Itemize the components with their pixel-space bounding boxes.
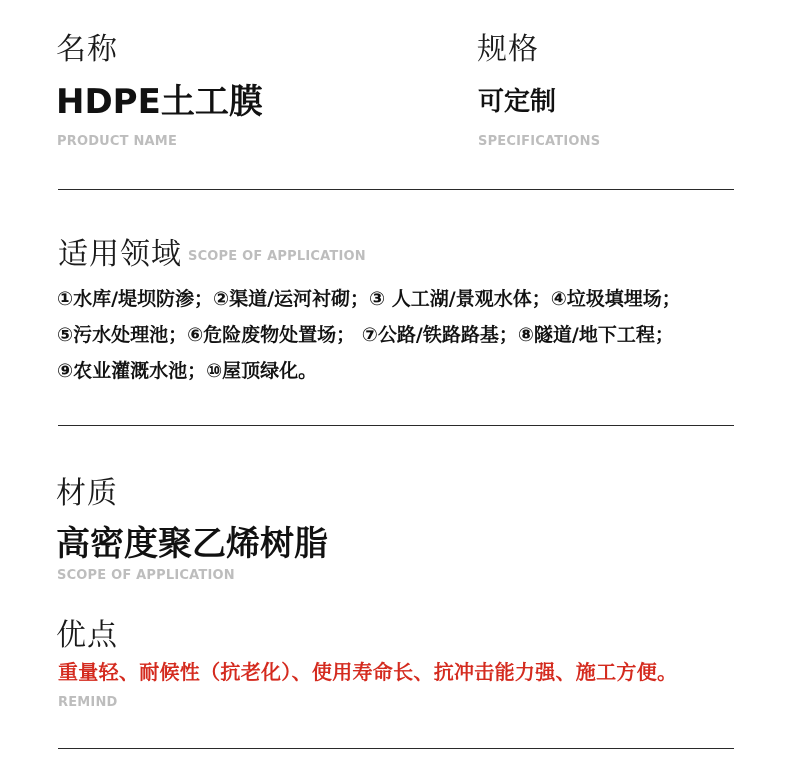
advantages-label: 优点 (56, 618, 118, 653)
material-label: 材质 (56, 476, 118, 511)
application-line-2: ⑤污水处理池；⑥危险废物处置场； ⑦公路/铁路路基；⑧隧道/地下工程； (57, 324, 674, 346)
product-name-value: HDPE土工膜 (56, 82, 263, 122)
advantages-value: 重量轻、耐候性（抗老化）、使用寿命长、抗冲击能力强、施工方便。 (58, 660, 678, 684)
divider-2 (58, 425, 734, 426)
product-name-subtitle: PRODUCT NAME (57, 134, 178, 149)
application-label: 适用领域 (58, 237, 182, 272)
specifications-value: 可定制 (478, 87, 557, 117)
material-subtitle: SCOPE OF APPLICATION (57, 568, 235, 583)
application-line-1: ①水库/堤坝防渗；②渠道/运河衬砌；③ 人工湖/景观水体；④垃圾填埋场； (57, 288, 681, 310)
material-value: 高密度聚乙烯树脂 (56, 524, 328, 564)
advantages-subtitle: REMIND (58, 695, 118, 710)
product-name-label: 名称 (56, 32, 118, 67)
specifications-label: 规格 (477, 32, 539, 67)
application-subtitle: SCOPE OF APPLICATION (188, 249, 366, 264)
divider-1 (58, 189, 734, 190)
application-line-3: ⑨农业灌溉水池；⑩屋顶绿化。 (57, 360, 318, 382)
divider-3 (58, 748, 734, 749)
specifications-subtitle: SPECIFICATIONS (478, 134, 601, 149)
